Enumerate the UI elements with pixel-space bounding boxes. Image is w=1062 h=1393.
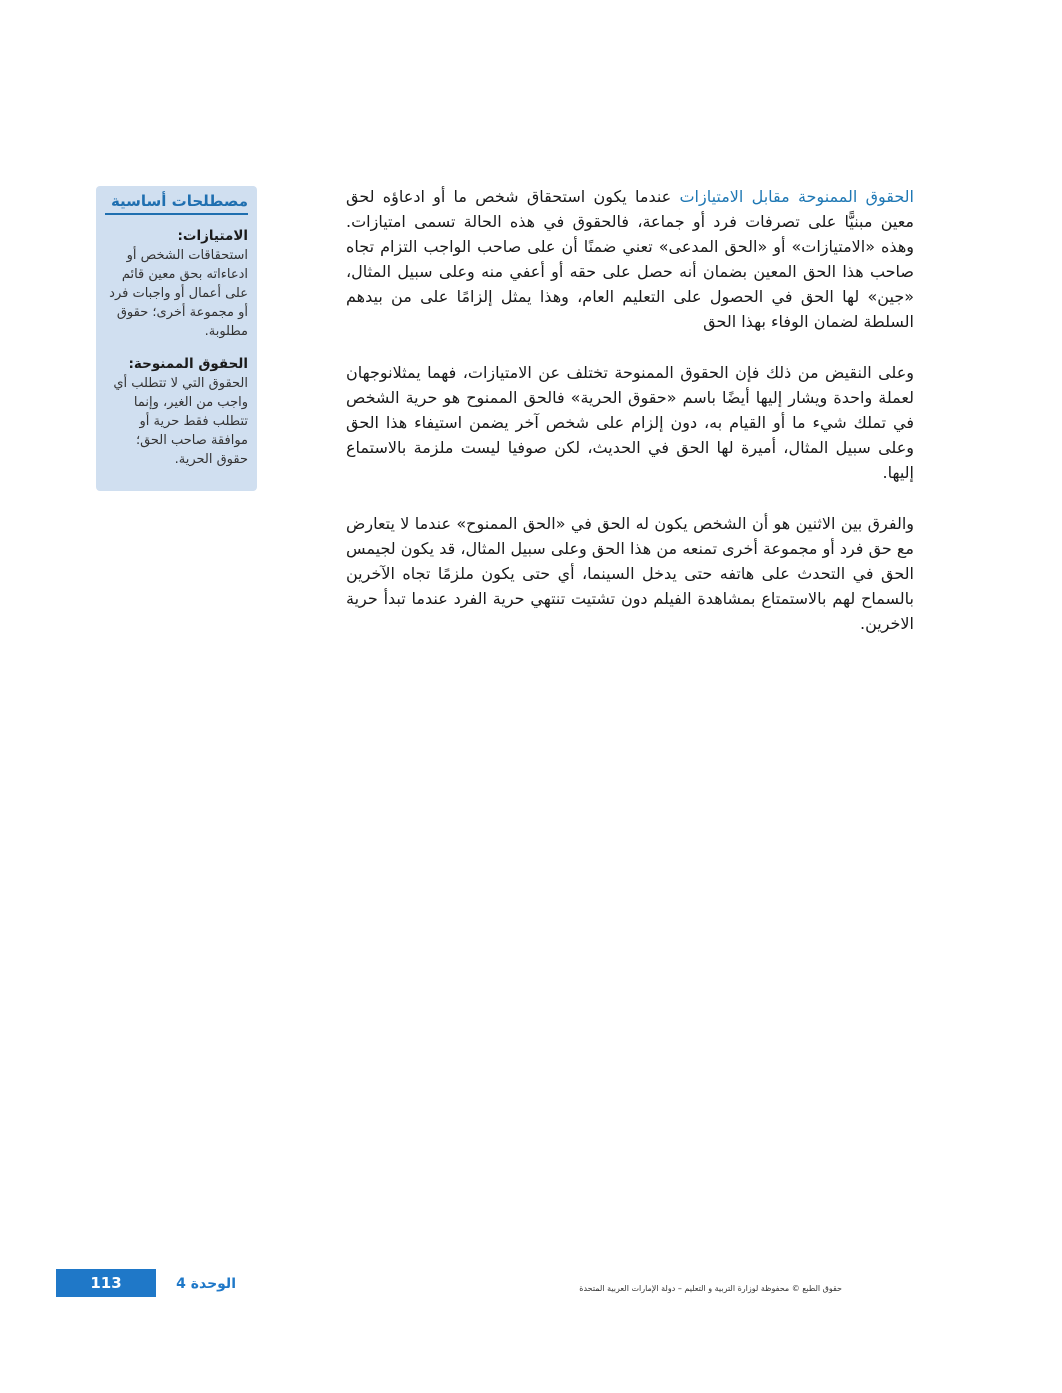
definition-privileges: استحقاقات الشخص أو ادعاءاته بحق معين قائم على أعمال أو واجبات فرد أو مجموعة أخرى؛ حقوق مطلوبة. [109,248,248,339]
term-privileges: الامتيازات: [177,228,248,244]
main-content [346,184,914,662]
copyright-notice: حقوق الطبع © محفوظة لوزارة التربية و التعليم – دولة الإمارات العربية المتحدة [579,1284,842,1293]
paragraph-3: والفرق بين الاثنين هو أن الشخص يكون له الحق في «الحق الممنوح» عندما لا يتعارض مع حق فرد أو مجموعة أخرى تمنعه من هذا الحق وعلى سبيل المثال، قد يكون لجيمس الحق في التحدث على هاتفه حتى يدخل السينما، أي حتى يكون ملزمًا تجاه الآخرين بالسماح لهم بالاستمتاع بمشاهدة الفيلم دون تشتيت تنتهي حرية الفرد عندما تبدأ حرية الاخرين. [346,514,914,633]
paragraph-1-body: عندما يكون استحقاق شخص ما أو ادعاؤه لحق معين مبنيًّا على تصرفات فرد أو جماعة، فالحقوق في هذه الحالة تسمى امتيازات. وهذه «الامتيازات» أو «الحق المدعى» تعني ضمنًا أن على صاحب الواجب التزام تجاه صاحب هذا الحق المعين بضمان أنه حصل على حقه أو أعفي منه وعلى سبيل المثال، «جين» لها الحق في الحصول على التعليم العام، وهذا يمثل إلزامًا على من بيدهم السلطة لضمان الوفاء بهذا الحق [346,187,914,331]
definition-granted-rights: الحقوق التي لا تتطلب أي واجب من الغير، وإنما تتطلب فقط حرية أو موافقة صاحب الحق؛ حقوق الحرية. [113,376,248,467]
key-terms-title: مصطلحات أساسية [105,192,248,215]
term-granted-rights: الحقوق الممنوحة: [128,356,248,372]
paragraph-2: وعلى النقيض من ذلك فإن الحقوق الممنوحة تختلف عن الامتيازات، فهما يمثلانوجهان لعملة واحدة ويشار إليها أيضًا باسم «حقوق الحرية» فالحق الممنوح هو حرية الشخص في تملك شيء ما أو القيام به، دون إلزام على شخص آخر يضمن استيفاء هذا الحق وعلى سبيل المثال، أميرة لها الحق في الحديث، لكن صوفيا ليست ملزمة بالاستماع إليها. [346,363,914,482]
section-heading-inline: الحقوق الممنوحة مقابل الامتيازات [679,187,914,206]
page-number: 113 [90,1274,122,1292]
unit-label: الوحدة 4 [176,1276,236,1292]
page-number-badge [56,1269,156,1297]
key-terms-box [96,186,257,491]
paragraph-1 [346,184,914,334]
